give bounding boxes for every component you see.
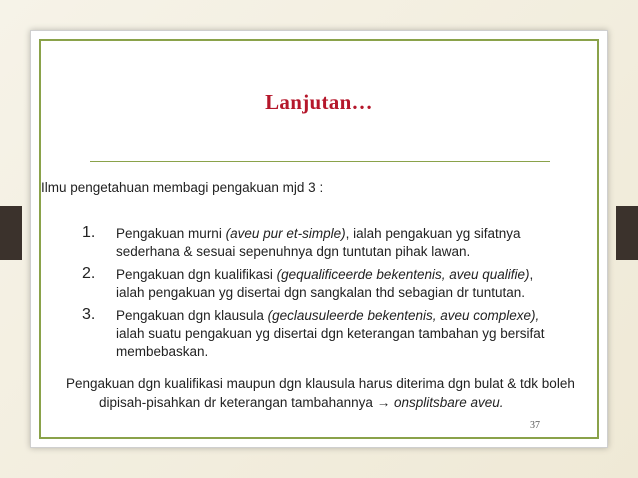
- list-number: 2.: [82, 265, 96, 282]
- closing-paragraph: [66, 374, 619, 412]
- item-lead: Pengakuan dgn klausula: [116, 308, 268, 323]
- title-divider: [90, 161, 550, 162]
- classification-list: [82, 225, 562, 366]
- item-term: (aveu pur et-simple): [225, 226, 346, 241]
- item-description: ialah suatu pengakuan yg disertai dgn keterangan tambahan yg bersifat membebaskan.: [116, 326, 545, 359]
- item-description: , ialah pengakuan yg disertai dgn sangkalan thd sebagian dr tuntutan.: [116, 267, 534, 300]
- closing-term: onsplitsbare aveu.: [390, 395, 504, 410]
- list-item: [82, 225, 562, 261]
- list-number: 1.: [82, 224, 96, 241]
- slide-title: Lanjutan…: [265, 90, 373, 114]
- right-side-tab: [616, 206, 638, 260]
- page-number: 37: [530, 420, 540, 431]
- item-lead: Pengakuan dgn kualifikasi: [116, 267, 277, 282]
- list-item: [82, 266, 562, 302]
- arrow-icon: →: [376, 395, 391, 410]
- list-number: 3.: [82, 306, 96, 323]
- intro-text: Ilmu pengetahuan membagi pengakuan mjd 3 :: [41, 180, 324, 195]
- left-side-tab: [0, 206, 22, 260]
- list-item: [82, 307, 562, 361]
- item-description: , ialah pengakuan yg sifatnya sederhana & sesuai sepenuhnya dgn tuntutan pihak lawan.: [116, 226, 521, 259]
- item-lead: Pengakuan murni: [116, 226, 226, 241]
- closing-text: Pengakuan dgn kualifikasi maupun dgn klausula harus diterima dgn bulat & tdk boleh dipisah-pisahkan dr keterangan tambahannya: [66, 376, 575, 410]
- item-term: (geclausuleerde bekentenis, aveu complexe),: [267, 308, 540, 323]
- item-term: (gequalificeerde bekentenis, aveu qualifie): [276, 267, 530, 282]
